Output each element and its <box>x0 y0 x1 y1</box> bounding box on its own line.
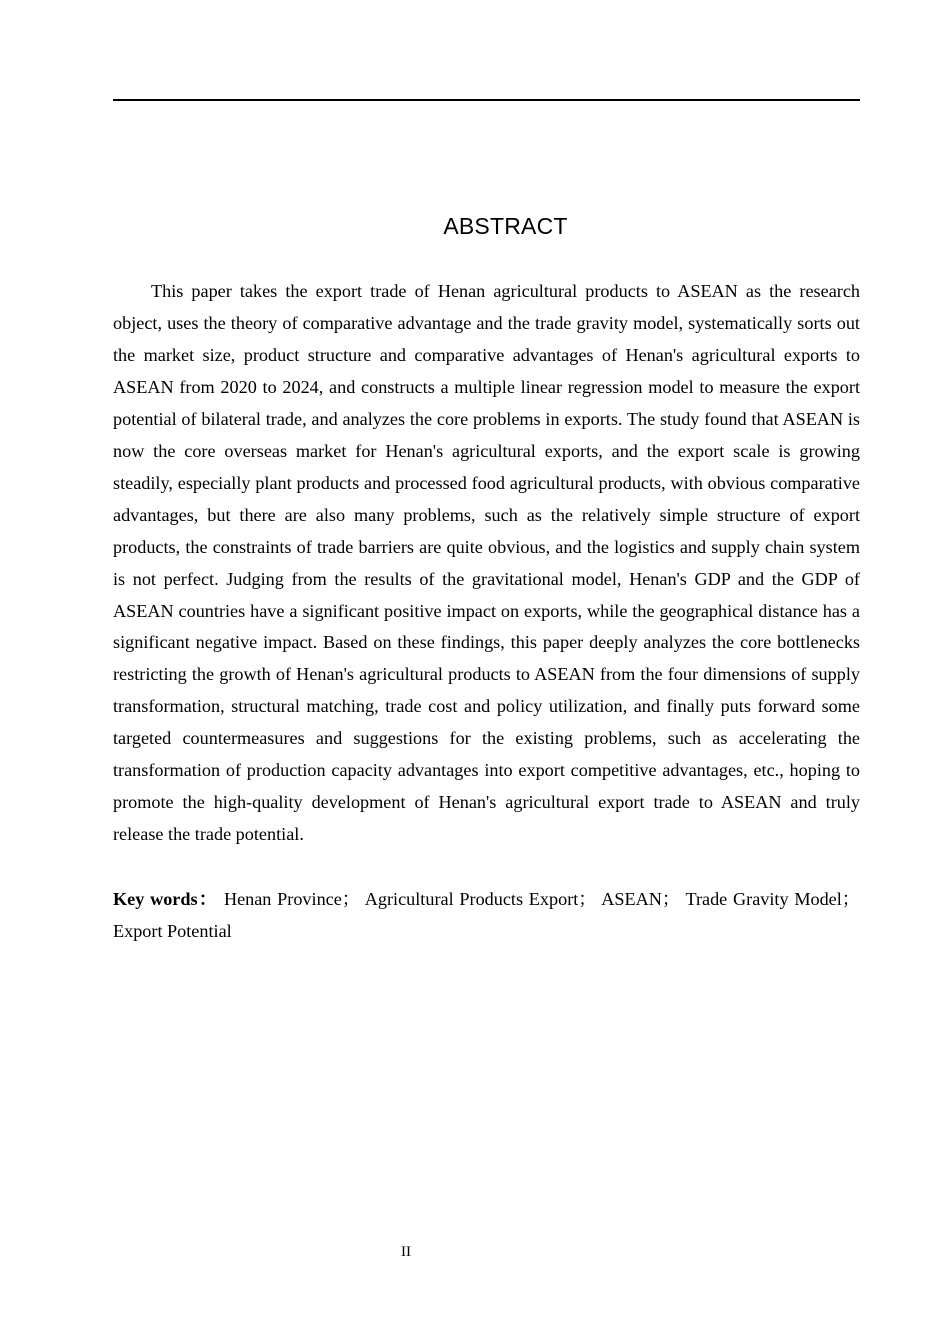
abstract-title: ABSTRACT <box>443 213 568 239</box>
page-number: II <box>401 1244 411 1260</box>
abstract-body: This paper takes the export trade of Henan agricultural products to ASEAN as the research object, uses the theory of comparative advantage and the trade gravity model, systematically sorts out the market size, product structure and comparative advantages of Henan's agricultural exports to ASEAN from 2020 to 2024, and constructs a multiple linear regression model to measure the export potential of bilateral trade, and analyzes the core problems in exports. The study found that ASEAN is now the core overseas market for Henan's agricultural exports, and the export scale is growing steadily, especially plant products and processed food agricultural products, with obvious comparative advantages, but there are also many problems, such as the relatively simple structure of export products, the constraints of trade barriers are quite obvious, and the logistics and supply chain system is not perfect. Judging from the results of the gravitational model, Henan's GDP and the GDP of ASEAN countries have a significant positive impact on exports, while the geographical distance has a significant negative impact. Based on these findings, this paper deeply analyzes the core bottlenecks restricting the growth of Henan's agricultural products to ASEAN from the four dimensions of supply transformation, structural matching, trade cost and policy utilization, and finally puts forward some targeted countermeasures and suggestions for the existing problems, such as accelerating the transformation of production capacity advantages into export competitive advantages, etc., hoping to promote the high-quality development of Henan's agricultural export trade to ASEAN and truly release the trade potential. <box>113 281 860 845</box>
keywords-line <box>113 883 860 947</box>
header-rule <box>113 99 860 101</box>
keywords-label: Key words： <box>113 889 219 909</box>
keywords-text: Henan Province； Agricultural Products Export； ASEAN； Trade Gravity Model；Export Potential <box>113 889 860 941</box>
